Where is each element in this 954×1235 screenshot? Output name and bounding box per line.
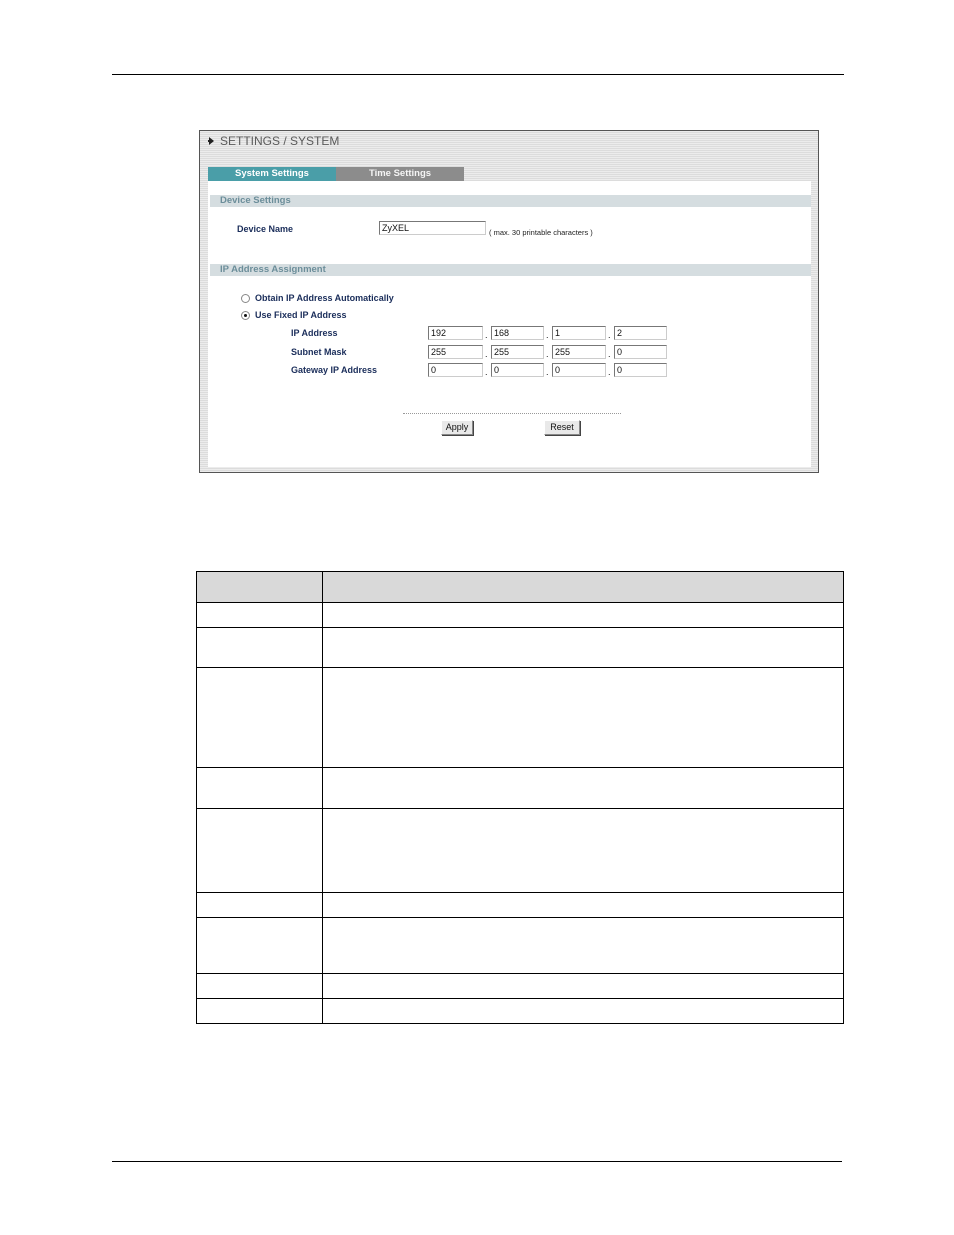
footer-rule: [112, 1161, 842, 1162]
table-header-cell: [323, 572, 844, 603]
obtain-auto-radio[interactable]: [241, 294, 250, 303]
ip-dot: .: [485, 330, 488, 340]
gateway-octet-2[interactable]: 0: [491, 363, 544, 377]
subnet-mask-label: Subnet Mask: [291, 347, 347, 357]
table-cell: [323, 628, 844, 668]
table-header-row: [197, 572, 844, 603]
table-cell: [197, 974, 323, 999]
table-row: [197, 628, 844, 668]
ip-octet-1[interactable]: 192: [428, 326, 483, 340]
table-cell: [323, 809, 844, 893]
ip-dot: .: [608, 330, 611, 340]
table-cell: [197, 918, 323, 974]
use-fixed-radio[interactable]: [241, 311, 250, 320]
table-cell: [323, 668, 844, 768]
ip-octet-4[interactable]: 2: [614, 326, 667, 340]
table-cell: [323, 893, 844, 918]
obtain-auto-label: Obtain IP Address Automatically: [255, 293, 394, 303]
gateway-dot: .: [485, 367, 488, 377]
table-cell: [323, 918, 844, 974]
table-cell: [323, 974, 844, 999]
subnet-octet-4[interactable]: 0: [614, 345, 667, 359]
table-cell: [197, 999, 323, 1024]
gateway-octet-3[interactable]: 0: [552, 363, 606, 377]
tab-time-settings[interactable]: Time Settings: [336, 167, 464, 181]
subnet-octet-2[interactable]: 255: [491, 345, 544, 359]
table-row: [197, 768, 844, 809]
gateway-octet-4[interactable]: 0: [614, 363, 667, 377]
device-name-hint: ( max. 30 printable characters ): [489, 228, 593, 237]
field-description-table: [196, 571, 844, 1024]
table-row: [197, 999, 844, 1024]
apply-button[interactable]: Apply: [441, 420, 473, 435]
table-cell: [197, 603, 323, 628]
table-cell: [323, 603, 844, 628]
settings-panel: [208, 181, 811, 467]
arrow-bullet-icon: [208, 136, 216, 146]
ip-octet-2[interactable]: 168: [491, 326, 544, 340]
table-row: [197, 893, 844, 918]
table-header-cell: [197, 572, 323, 603]
device-name-label: Device Name: [237, 224, 294, 234]
subnet-dot: .: [608, 349, 611, 359]
table-cell: [197, 768, 323, 809]
reset-button[interactable]: Reset: [544, 420, 580, 435]
subnet-dot: .: [485, 349, 488, 359]
ip-assignment-header: IP Address Assignment: [210, 264, 811, 276]
gateway-dot: .: [546, 367, 549, 377]
ip-dot: .: [546, 330, 549, 340]
table-row: [197, 668, 844, 768]
table-cell: [197, 628, 323, 668]
subnet-dot: .: [546, 349, 549, 359]
table-cell: [197, 668, 323, 768]
subnet-octet-3[interactable]: 255: [552, 345, 606, 359]
device-settings-header: Device Settings: [210, 195, 811, 207]
ip-octet-3[interactable]: 1: [552, 326, 606, 340]
header-rule: [112, 74, 844, 75]
table-row: [197, 974, 844, 999]
subnet-octet-1[interactable]: 255: [428, 345, 483, 359]
button-divider: [403, 413, 621, 414]
table-row: [197, 918, 844, 974]
table-row: [197, 603, 844, 628]
use-fixed-label: Use Fixed IP Address: [255, 310, 347, 320]
table-row: [197, 809, 844, 893]
page-title-text: SETTINGS / SYSTEM: [220, 134, 340, 148]
device-name-input[interactable]: ZyXEL: [379, 221, 486, 235]
page-title: [208, 134, 339, 148]
table-cell: [197, 809, 323, 893]
tab-system-settings[interactable]: System Settings: [208, 167, 336, 181]
gateway-dot: .: [608, 367, 611, 377]
settings-system-screenshot: [199, 130, 819, 473]
table-cell: [323, 768, 844, 809]
gateway-octet-1[interactable]: 0: [428, 363, 483, 377]
ip-address-label: IP Address: [291, 328, 338, 338]
table-cell: [323, 999, 844, 1024]
gateway-label: Gateway IP Address: [291, 365, 378, 375]
table-cell: [197, 893, 323, 918]
